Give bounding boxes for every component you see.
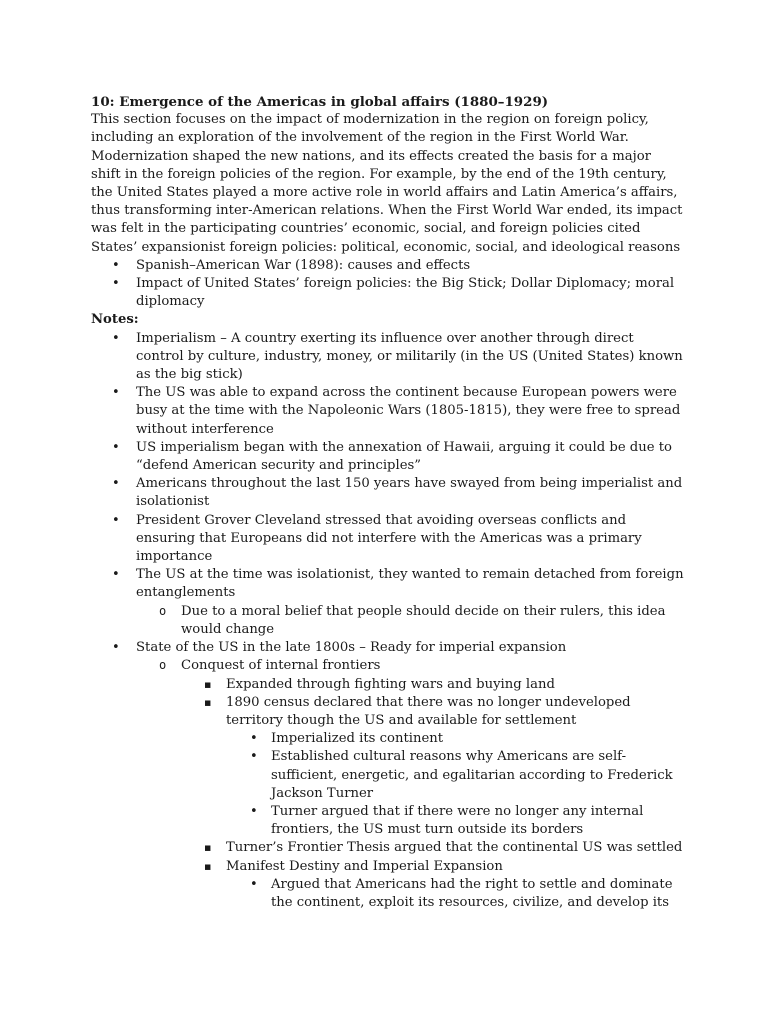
square-item-text: 1890 census declared that there was no longer undeveloped territory though the US and available for settlement bbox=[226, 694, 631, 728]
square-item bbox=[181, 694, 684, 840]
note-item bbox=[91, 330, 684, 385]
topic-item: • Spanish–American War (1898): causes and effects bbox=[91, 257, 684, 275]
deep-item: • Established cultural reasons why Americans are self-sufficient, energetic, and egalitarian according to Frederick Jackson Turner bbox=[226, 748, 684, 803]
sub-list bbox=[136, 657, 684, 912]
note-text: The US at the time was isolationist, they wanted to remain detached from foreign entanglements bbox=[136, 567, 684, 601]
deep-list bbox=[226, 876, 684, 912]
intro-paragraph: This section focuses on the impact of modernization in the region on foreign policy, including an exploration of the involvement of the region in the First World War. Modernization shaped the new nations, and its effects created the basis for a major shift in the foreign policies of the region. For example, by the end of the 19th century, the United States played a more active role in world affairs and Latin America’s affairs, thus transforming inter-American relations. When the First World War ended, its impact was felt in the participating countries’ economic, social, and foreign policies cited States’ expansionist foreign policies: political, economic, social, and ideological reasons bbox=[91, 112, 683, 255]
note-text: Imperialism – A country exerting its influence over another through direct control by culture, industry, money, or militarily (in the US (United States) known as the big stick) bbox=[136, 330, 683, 383]
note-text: US imperialism began with the annexation of Hawaii, arguing it could be due to “defend American security and principles” bbox=[136, 439, 672, 474]
note-text: Americans throughout the last 150 years have swayed from being imperialist and isolationist bbox=[136, 476, 683, 510]
square-item: ▪ Expanded through fighting wars and buying land bbox=[181, 676, 684, 694]
note-item bbox=[91, 475, 684, 511]
note-text: State of the US in the late 1800s – Ready for imperial expansion bbox=[136, 640, 567, 656]
deep-list bbox=[226, 730, 684, 839]
notes-label: Notes: bbox=[91, 312, 139, 328]
sub-item bbox=[136, 657, 684, 912]
note-item bbox=[91, 566, 684, 639]
deep-item: • Turner argued that if there were no longer any internal frontiers, the US must turn outside its borders bbox=[226, 803, 684, 839]
sub-list bbox=[136, 603, 684, 639]
deep-item: • Argued that Americans had the right to settle and dominate the continent, exploit its resources, civilize, and develop its bbox=[226, 876, 684, 912]
sub-item-text: Conquest of internal frontiers bbox=[181, 658, 381, 674]
note-text: President Grover Cleveland stressed that avoiding overseas conflicts and ensuring that Europeans did not interfere with the Americas was a primary importance bbox=[136, 512, 642, 565]
deep-item: • Imperialized its continent bbox=[226, 730, 684, 748]
note-item bbox=[91, 512, 684, 567]
topic-item: • Impact of United States’ foreign policies: the Big Stick; Dollar Diplomacy; moral diplomacy bbox=[91, 275, 684, 311]
note-item bbox=[91, 639, 684, 912]
square-item-text: Manifest Destiny and Imperial Expansion bbox=[226, 858, 503, 874]
sub-item: o Due to a moral belief that people should decide on their rulers, this idea would change bbox=[136, 603, 684, 639]
square-item: ▪ Turner’s Frontier Thesis argued that the continental US was settled bbox=[181, 839, 684, 857]
square-list bbox=[181, 676, 684, 913]
note-item bbox=[91, 384, 684, 439]
note-text: The US was able to expand across the continent because European powers were busy at the time with the Napoleonic Wars (1805-1815), they were free to spread without interference bbox=[136, 385, 681, 437]
topics-list bbox=[91, 257, 684, 312]
notes-list bbox=[91, 330, 684, 913]
section-heading: 10: Emergence of the Americas in global affairs (1880–1929) bbox=[91, 94, 549, 110]
note-item bbox=[91, 439, 684, 475]
square-item bbox=[181, 858, 684, 913]
